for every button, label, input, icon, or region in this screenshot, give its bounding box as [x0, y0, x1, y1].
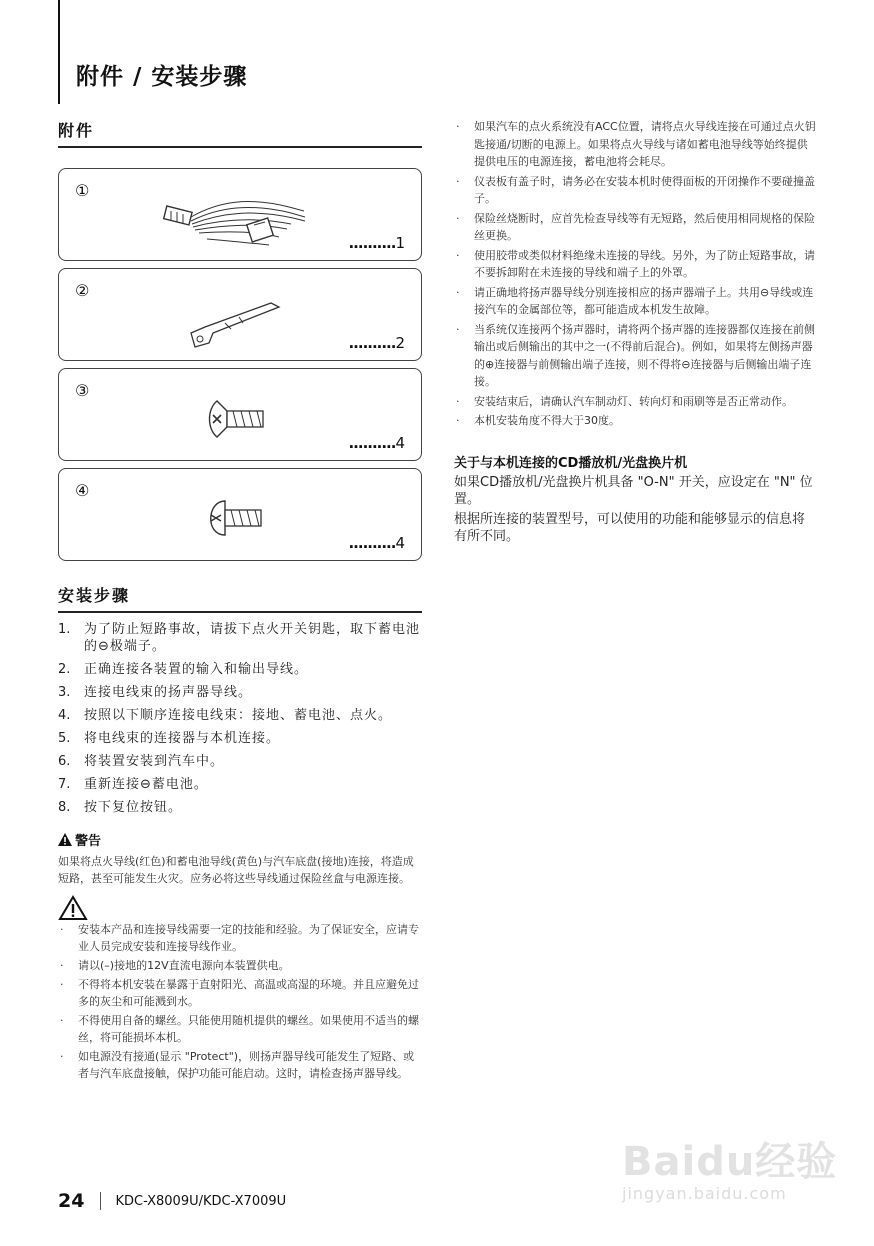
page-footer [58, 1190, 286, 1212]
wiring-harness-icon [159, 187, 309, 249]
list-item: 5. 将电线束的连接器与本机连接。 [58, 731, 281, 746]
ground-strap-icon [185, 295, 285, 353]
accessory-number: ① [75, 181, 90, 200]
list-item: · 如电源没有接通(显示 "Protect")，则扬声器导线可能发生了短路、或者与汽车底盘接触，保护功能可能启动。这时，请检查扬声器导线。 [60, 1050, 415, 1080]
list-item: · 如果汽车的点火系统没有ACC位置，请将点火导线连接在可通过点火钥匙接通/切断的电源上。如果将点火导线与诸如蓄电池导线等始终提供提供电压的电源连接，蓄电池将会耗尽。 [456, 120, 816, 168]
list-item: · 不得将本机安装在暴露于直射阳光、高温或高湿的环境。并且应避免过多的灰尘和可能溅到水。 [60, 978, 419, 1008]
list-item: 7. 重新连接⊖蓄电池。 [58, 777, 208, 792]
accessory-box-1 [58, 168, 422, 261]
list-item: 2. 正确连接各装置的输入和输出导线。 [58, 662, 309, 677]
warning-text: 如果将点火导线(红色)和蓄电池导线(黄色)与汽车底盘(接地)连接，将造成短路，甚至可能发生火灾。应务必将这些导线通过保险丝盒与电源连接。 [58, 855, 414, 885]
list-item: · 请以(–)接地的12V直流电源向本装置供电。 [60, 959, 290, 972]
right-column [454, 118, 816, 545]
list-item: 1. 为了防止短路事故，请拔下点火开关钥匙，取下蓄电池的⊖极端子。 [58, 622, 421, 654]
accessory-number: ③ [75, 381, 90, 400]
accessory-qty: ..........4 [348, 534, 405, 552]
accessory-box-4 [58, 468, 422, 561]
watermark-url: jingyan.baidu.com [622, 1184, 787, 1203]
accessory-box-2 [58, 268, 422, 361]
model-name: KDC-X8009U/KDC-X7009U [115, 1193, 287, 1209]
list-item: 3. 连接电线束的扬声器导线。 [58, 685, 253, 700]
accessories-heading: 附件 [58, 118, 422, 148]
accessory-box-3 [58, 368, 422, 461]
accessory-qty: ..........2 [348, 334, 405, 352]
list-item: 4. 按照以下顺序连接电线束：接地、蓄电池、点火。 [58, 708, 393, 723]
list-item: · 请正确地将扬声器导线分别连接相应的扬声器端子上。共用⊖导线或连接汽车的金属部位等，都可能造成本机发生故障。 [456, 285, 814, 316]
caution-list [58, 921, 422, 1082]
page-number: 24 [58, 1190, 85, 1212]
list-item: · 本机安装角度不得大于30度。 [456, 414, 620, 427]
left-column [58, 118, 422, 1084]
list-item: · 仪表板有盖子时，请务必在安装本机时使得面板的开闭操作不要碰撞盖子。 [456, 174, 815, 205]
header-rule [58, 0, 60, 104]
list-item: · 安装结束后，请确认汽车制动灯、转向灯和雨刷等是否正常动作。 [456, 394, 793, 408]
cd-paragraph-2: 根据所连接的装置型号，可以使用的功能和能够显示的信息将有所不同。 [454, 511, 806, 544]
accessory-number: ④ [75, 481, 90, 500]
install-steps-list [58, 621, 422, 816]
watermark [610, 1118, 840, 1218]
list-item: · 保险丝烧断时，应首先检查导线等有无短路，然后使用相同规格的保险丝更换。 [456, 211, 815, 242]
list-item: 8. 按下复位按钮。 [58, 800, 183, 815]
list-item: 6. 将装置安装到汽车中。 [58, 754, 225, 769]
warning-heading: 警告 [58, 830, 422, 849]
cd-paragraph-1: 如果CD播放机/光盘换片机具备 "O-N" 开关，应设定在 "N" 位置。 [454, 474, 813, 507]
list-item: · 安装本产品和连接导线需要一定的技能和经验。为了保证安全，应请专业人员完成安装和连接导线作业。 [60, 923, 419, 953]
watermark-logo: Baidu经验 [622, 1139, 838, 1185]
notes-list [454, 118, 816, 430]
accessory-qty: ..........1 [348, 234, 405, 252]
install-heading: 安装步骤 [58, 583, 422, 613]
cd-section-heading: 关于与本机连接的CD播放机/光盘换片机 [454, 455, 688, 471]
list-item: · 不得使用自备的螺丝。只能使用随机提供的螺丝。如果使用不适当的螺丝，将可能损坏本机。 [60, 1014, 419, 1044]
list-item: · 使用胶带或类似材料绝缘未连接的导线。另外，为了防止短路事故，请不要拆卸附在未连接的导线和端子上的外罩。 [456, 248, 815, 279]
accessory-qty: ..........4 [348, 434, 405, 452]
pan-head-screw-icon [201, 495, 273, 541]
footer-divider [100, 1192, 101, 1210]
flat-head-screw-icon [203, 393, 273, 443]
caution-triangle-icon [58, 895, 88, 921]
page-title: 附件 / 安装步骤 [76, 64, 248, 90]
accessory-number: ② [75, 281, 90, 300]
list-item: · 当系统仅连接两个扬声器时，请将两个扬声器的连接器都仅连接在前侧输出或后侧输出的其中之一(不得前后混合)。例如，如果将左侧扬声器的⊕连接器与前侧输出端子连接，则不得将⊖连接器与后侧输出端子连接。 [456, 322, 815, 388]
warning-triangle-icon [58, 833, 72, 846]
